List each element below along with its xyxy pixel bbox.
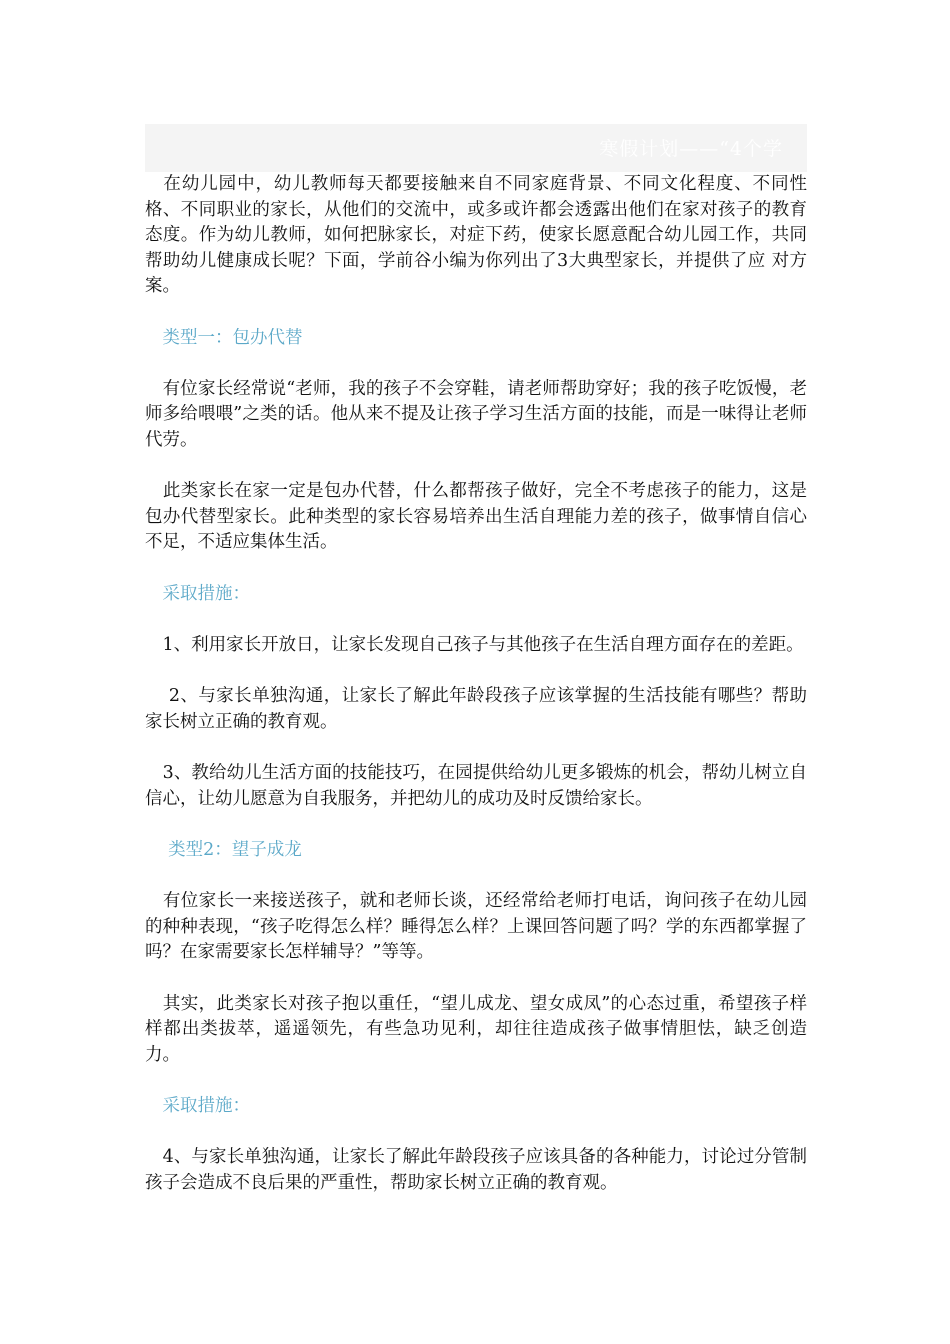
header-banner <box>145 124 807 172</box>
type2-heading: 类型2：望子成龙 <box>145 840 302 860</box>
measure-1: 1、利用家长开放日，让家长发现自己孩子与其他孩子在生活自理方面存在的差距。 <box>145 634 804 655</box>
measure-3: 3、教给幼儿生活方面的技能技巧，在园提供给幼儿更多锻炼的机会，帮幼儿树立自信心，让幼儿愿意为自我服务，并把幼儿的成功及时反馈给家长。 <box>145 763 807 809</box>
type2-paragraph-1: 有位家长一来接送孩子，就和老师长谈，还经常给老师打电话，询问孩子在幼儿园的种种表现，“孩子吃得怎么样？睡得怎么样？上课回答问题了吗？学的东西都掌握了吗？在家需要家长怎样辅导？”等等。 <box>145 891 807 962</box>
type1-paragraph-1: 有位家长经常说“老师，我的孩子不会穿鞋，请老师帮助穿好；我的孩子吃饭慢，老师多给喂喂”之类的话。他从来不提及让孩子学习生活方面的技能，而是一味得让老师代劳。 <box>145 378 807 450</box>
intro-paragraph: 在幼儿园中，幼儿教师每天都要接触来自不同家庭背景、不同文化程度、不同性格、不同职业的家长，从他们的交流中，或多或许都会透露出他们在家对孩子的教育 态度。作为幼儿教师，如何把脉家长，对症下药，使家长愿意配合幼儿园工作，共同帮助幼儿健康成长呢？下面，学前谷小编为你列出了3大典型家长，并提供了应 对方案。 <box>145 174 807 296</box>
type1-paragraph-2: 此类家长在家一定是包办代替，什么都帮孩子做好，完全不考虑孩子的能力，这是包办代替型家长。此种类型的家长容易培养出生活自理能力差的孩子，做事情自信心不足，不适应集体生活。 <box>145 481 807 552</box>
header-title: 寒假计划——“4个学 <box>599 138 783 160</box>
measures2-heading: 采取措施： <box>145 1096 250 1116</box>
measures1-heading: 采取措施： <box>145 583 250 604</box>
article-body <box>145 172 807 1222</box>
type1-heading: 类型一：包办代替 <box>145 327 303 348</box>
type2-paragraph-2: 其实，此类家长对孩子抱以重任，“望儿成龙、望女成凤”的心态过重，希望孩子样样都出类拔萃，遥遥领先，有些急功见利，却往往造成孩子做事情胆怯，缺乏创造力。 <box>145 993 807 1065</box>
measure-2: 2、与家长单独沟通，让家长了解此年龄段孩子应该掌握的生活技能有哪些？帮助家长树立正确的教育观。 <box>145 686 807 732</box>
measure-4: 4、与家长单独沟通，让家长了解此年龄段孩子应该具备的各种能力，讨论过分管制孩子会造成不良后果的严重性，帮助家长树立正确的教育观。 <box>145 1147 807 1193</box>
